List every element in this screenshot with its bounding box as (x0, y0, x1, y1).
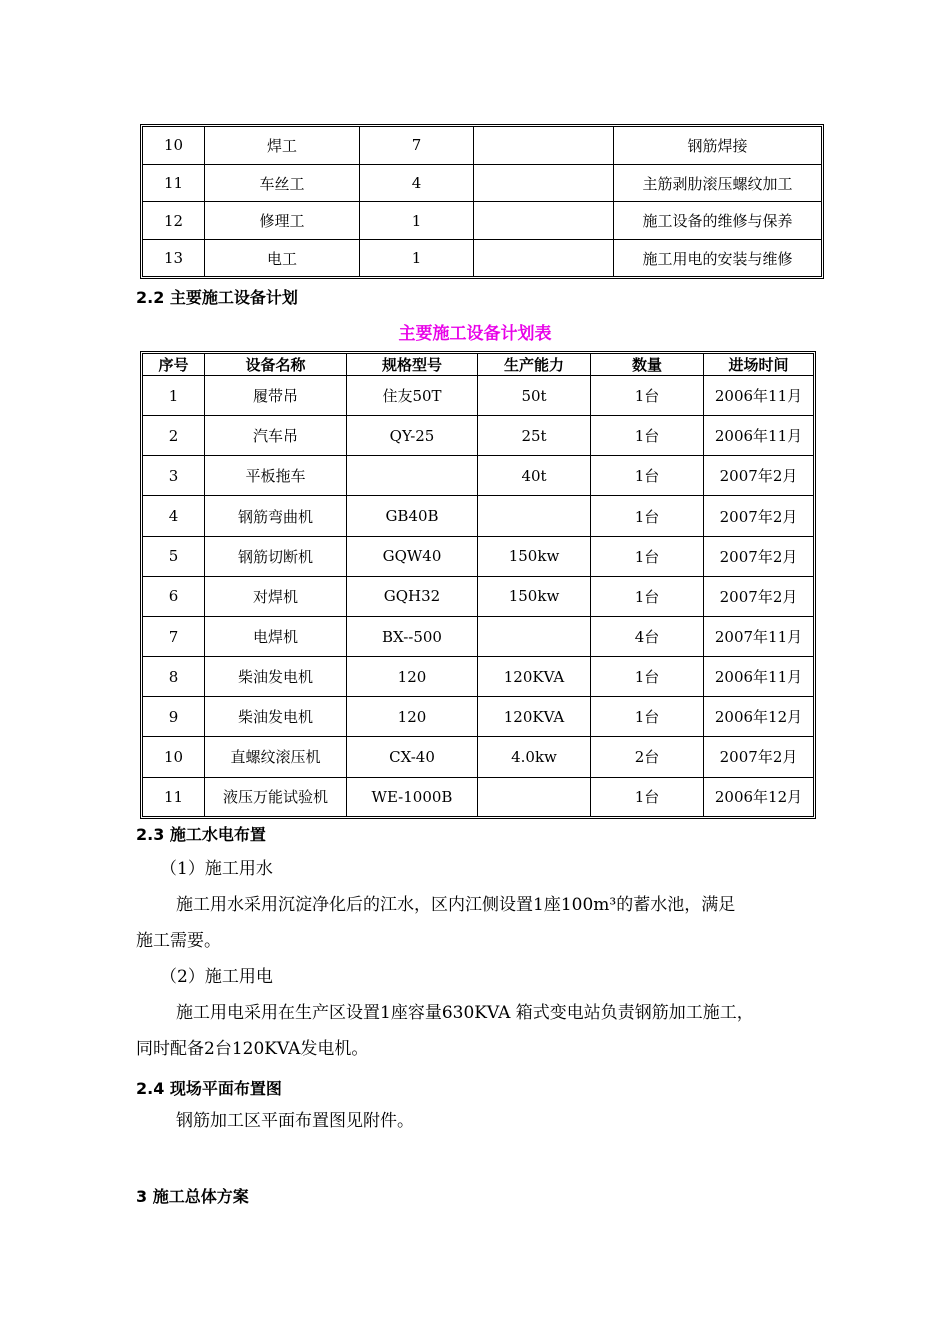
equip-quantity-cell: 1台 (591, 577, 704, 617)
power-paragraph-line1: 施工用电采用在生产区设置1座容量630KVA 箱式变电站负责钢筋加工施工， (176, 1003, 754, 1023)
section-2-2-heading: 2.2 主要施工设备计划 (136, 288, 298, 307)
section-3-heading: 3 施工总体方案 (136, 1187, 249, 1206)
equipment-table (140, 351, 816, 819)
equip-arrival-cell: 2006年11月 (704, 657, 813, 697)
equip-quantity-cell: 2台 (591, 737, 704, 777)
worker-trade-cell: 电工 (205, 240, 360, 276)
equip-arrival-cell: 2007年2月 (704, 496, 813, 536)
worker-blank-cell (474, 165, 614, 203)
equip-quantity-cell: 1台 (591, 657, 704, 697)
table-row (143, 657, 813, 697)
worker-blank-cell (474, 202, 614, 240)
column-header: 数量 (591, 354, 704, 376)
worker-trade-cell: 车丝工 (205, 165, 360, 203)
equipment-table-caption: 主要施工设备计划表 (398, 324, 552, 344)
equip-name-cell: 钢筋切断机 (205, 537, 347, 577)
equip-capacity-cell: 150kw (478, 577, 591, 617)
equip-no-cell: 9 (143, 697, 205, 737)
worker-no-cell: 13 (143, 240, 205, 276)
equip-no-cell: 11 (143, 778, 205, 816)
column-header: 设备名称 (205, 354, 347, 376)
equip-capacity-cell: 120KVA (478, 697, 591, 737)
equip-capacity-cell (478, 617, 591, 657)
table-row (143, 240, 821, 276)
table-row (143, 496, 813, 536)
equip-no-cell: 5 (143, 537, 205, 577)
column-header: 进场时间 (704, 354, 813, 376)
equip-name-cell: 直螺纹滚压机 (205, 737, 347, 777)
equip-capacity-cell: 4.0kw (478, 737, 591, 777)
table-row (143, 202, 821, 240)
equip-model-cell: BX--500 (347, 617, 478, 657)
equip-model-cell: 住友50T (347, 376, 478, 416)
column-header: 生产能力 (478, 354, 591, 376)
table-row (143, 697, 813, 737)
table-row (143, 456, 813, 496)
worker-count-cell: 7 (360, 127, 474, 165)
equip-capacity-cell: 40t (478, 456, 591, 496)
equip-model-cell: 120 (347, 697, 478, 737)
worker-task-cell: 钢筋焊接 (614, 127, 821, 165)
worker-blank-cell (474, 240, 614, 276)
equip-capacity-cell: 150kw (478, 537, 591, 577)
worker-trade-cell: 修理工 (205, 202, 360, 240)
worker-task-cell: 施工用电的安装与维修 (642, 249, 793, 268)
water-paragraph-line1: 施工用水采用沉淀净化后的江水，区内江侧设置1座100m³的蓄水池，满足 (176, 895, 736, 915)
equip-name-cell: 履带吊 (205, 376, 347, 416)
equip-name-cell: 电焊机 (205, 617, 347, 657)
worker-count-cell: 1 (360, 202, 474, 240)
equip-capacity-cell: 50t (478, 376, 591, 416)
table-row (143, 165, 821, 203)
equip-quantity-cell: 1台 (591, 376, 704, 416)
equip-capacity-cell: 120KVA (478, 657, 591, 697)
equip-capacity-cell (478, 778, 591, 816)
worker-trade-cell: 焊工 (205, 127, 360, 165)
equip-quantity-cell: 1台 (591, 537, 704, 577)
table-row (143, 778, 813, 816)
worker-count-cell: 1 (360, 240, 474, 276)
equip-no-cell: 4 (143, 496, 205, 536)
equip-name-cell: 平板拖车 (205, 456, 347, 496)
worker-no-cell: 10 (143, 127, 205, 165)
equip-name-cell: 柴油发电机 (205, 697, 347, 737)
column-header: 规格型号 (347, 354, 478, 376)
equip-model-cell: GB40B (347, 496, 478, 536)
table-row (143, 737, 813, 777)
equip-capacity-cell (478, 496, 591, 536)
equip-name-cell: 柴油发电机 (205, 657, 347, 697)
equip-no-cell: 1 (143, 376, 205, 416)
equip-arrival-cell: 2007年2月 (704, 737, 813, 777)
table-row (143, 617, 813, 657)
equip-quantity-cell: 1台 (591, 416, 704, 456)
worker-blank-cell (474, 127, 614, 165)
table-row (143, 577, 813, 617)
worker-count-cell: 4 (360, 165, 474, 203)
equip-quantity-cell: 1台 (591, 697, 704, 737)
equip-arrival-cell: 2006年11月 (704, 376, 813, 416)
equip-arrival-cell: 2006年12月 (704, 697, 813, 737)
equip-arrival-cell: 2006年11月 (704, 416, 813, 456)
water-paragraph-line2: 施工需要。 (136, 931, 221, 951)
equip-model-cell: 120 (347, 657, 478, 697)
equip-no-cell: 10 (143, 737, 205, 777)
sub-heading-power: （2）施工用电 (160, 967, 273, 987)
sub-heading-water: （1）施工用水 (160, 859, 273, 879)
equip-arrival-cell: 2007年2月 (704, 456, 813, 496)
equip-model-cell: QY-25 (347, 416, 478, 456)
equip-no-cell: 2 (143, 416, 205, 456)
equip-no-cell: 6 (143, 577, 205, 617)
equip-no-cell: 3 (143, 456, 205, 496)
equip-arrival-cell: 2006年12月 (714, 788, 803, 807)
power-paragraph-line2: 同时配备2台120KVA发电机。 (136, 1039, 369, 1059)
equip-quantity-cell: 1台 (591, 496, 704, 536)
table-header-row (143, 354, 813, 376)
equip-arrival-cell: 2007年2月 (704, 537, 813, 577)
equip-model-cell: CX-40 (347, 737, 478, 777)
equip-name-cell: 液压万能试验机 (205, 778, 347, 816)
column-header: 序号 (143, 354, 205, 376)
equip-capacity-cell: 25t (478, 416, 591, 456)
workers-table (140, 124, 824, 279)
equip-name-cell: 汽车吊 (205, 416, 347, 456)
equip-no-cell: 8 (143, 657, 205, 697)
equip-model-cell (347, 456, 478, 496)
worker-no-cell: 11 (143, 165, 205, 203)
layout-paragraph: 钢筋加工区平面布置图见附件。 (176, 1111, 414, 1131)
table-row (143, 416, 813, 456)
equip-name-cell: 钢筋弯曲机 (205, 496, 347, 536)
equip-model-cell: WE-1000B (347, 778, 478, 816)
section-2-4-heading: 2.4 现场平面布置图 (136, 1079, 282, 1098)
equip-quantity-cell: 1台 (591, 778, 704, 816)
worker-task-cell: 主筋剥肋滚压螺纹加工 (614, 165, 821, 203)
equip-model-cell: GQW40 (347, 537, 478, 577)
table-row (143, 537, 813, 577)
equip-quantity-cell: 4台 (591, 617, 704, 657)
table-row (143, 127, 821, 165)
section-2-3-heading: 2.3 施工水电布置 (136, 825, 266, 844)
worker-no-cell: 12 (143, 202, 205, 240)
equip-no-cell: 7 (143, 617, 205, 657)
equip-arrival-cell: 2007年11月 (704, 617, 813, 657)
equip-quantity-cell: 1台 (591, 456, 704, 496)
equip-model-cell: GQH32 (347, 577, 478, 617)
worker-task-cell: 施工设备的维修与保养 (614, 202, 821, 240)
equip-name-cell: 对焊机 (205, 577, 347, 617)
table-row (143, 376, 813, 416)
equip-arrival-cell: 2007年2月 (704, 577, 813, 617)
